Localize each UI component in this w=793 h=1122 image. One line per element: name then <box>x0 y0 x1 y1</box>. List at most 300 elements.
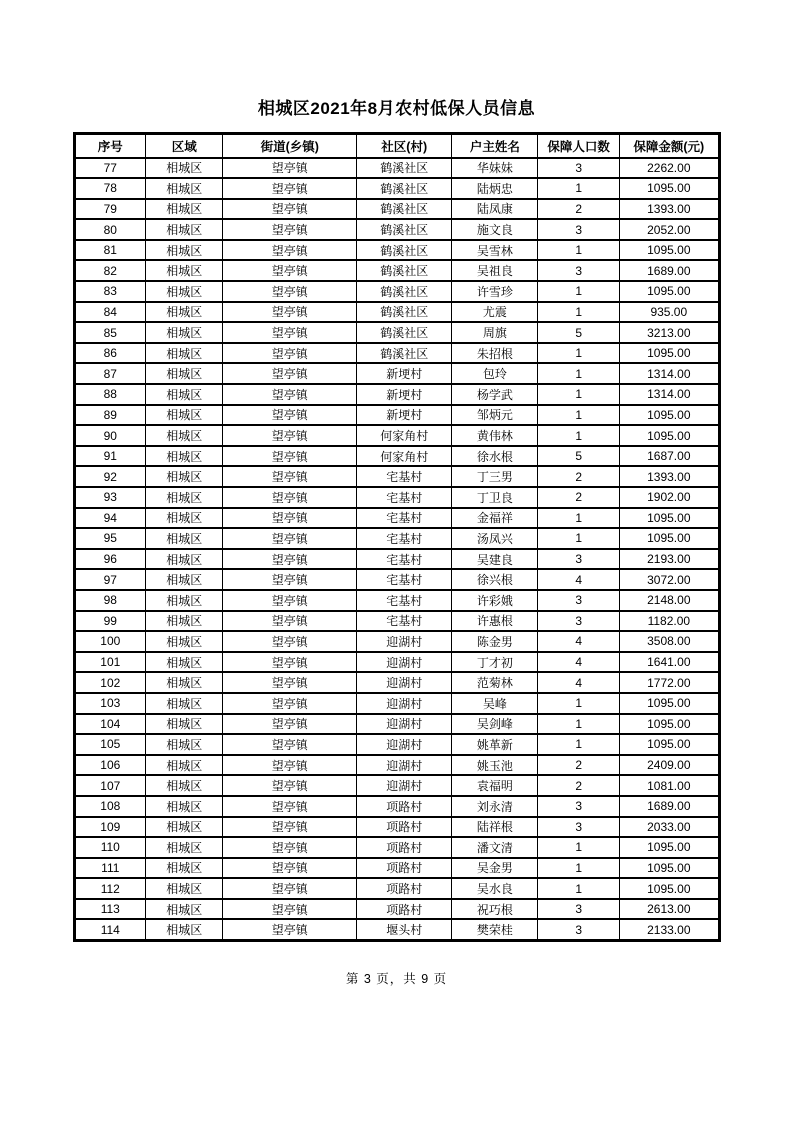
table-cell: 鹤溪社区 <box>356 302 451 323</box>
table-cell: 1095.00 <box>620 878 719 899</box>
table-cell: 1095.00 <box>620 281 719 302</box>
table-cell: 望亭镇 <box>223 322 357 343</box>
table-cell: 1689.00 <box>620 796 719 817</box>
table-cell: 鹤溪社区 <box>356 158 451 179</box>
table-row <box>74 837 719 858</box>
table-cell: 1081.00 <box>620 775 719 796</box>
table-row <box>74 858 719 879</box>
table-cell: 相城区 <box>146 631 223 652</box>
table-cell: 樊荣桂 <box>452 919 538 940</box>
table-cell: 姚玉池 <box>452 755 538 776</box>
table-cell: 项路村 <box>356 837 451 858</box>
header-region: 区域 <box>146 134 223 158</box>
table-cell: 望亭镇 <box>223 302 357 323</box>
table-cell: 106 <box>74 755 146 776</box>
table-cell: 望亭镇 <box>223 611 357 632</box>
table-cell: 2 <box>538 487 620 508</box>
table-cell: 88 <box>74 384 146 405</box>
table-cell: 2 <box>538 466 620 487</box>
table-row <box>74 199 719 220</box>
table-cell: 望亭镇 <box>223 817 357 838</box>
table-cell: 陆凤康 <box>452 199 538 220</box>
table-cell: 宅基村 <box>356 590 451 611</box>
header-amount-yuan: 保障金额(元) <box>620 134 719 158</box>
table-cell: 105 <box>74 734 146 755</box>
table-cell: 宅基村 <box>356 569 451 590</box>
table-cell: 迎湖村 <box>356 652 451 673</box>
table-cell: 宅基村 <box>356 487 451 508</box>
header-householder-name: 户主姓名 <box>452 134 538 158</box>
table-cell: 96 <box>74 549 146 570</box>
table-cell: 3 <box>538 158 620 179</box>
table-cell: 2052.00 <box>620 219 719 240</box>
table-cell: 3072.00 <box>620 569 719 590</box>
table-cell: 109 <box>74 817 146 838</box>
table-cell: 相城区 <box>146 487 223 508</box>
table-cell: 望亭镇 <box>223 219 357 240</box>
table-cell: 3 <box>538 611 620 632</box>
table-cell: 吴雪林 <box>452 240 538 261</box>
table-cell: 相城区 <box>146 775 223 796</box>
table-cell: 祝巧根 <box>452 899 538 920</box>
table-cell: 77 <box>74 158 146 179</box>
table-body <box>74 158 719 941</box>
table-cell: 吴水良 <box>452 878 538 899</box>
table-cell: 望亭镇 <box>223 240 357 261</box>
table-cell: 1393.00 <box>620 466 719 487</box>
table-cell: 相城区 <box>146 755 223 776</box>
header-covered-population: 保障人口数 <box>538 134 620 158</box>
table-cell: 101 <box>74 652 146 673</box>
table-cell: 望亭镇 <box>223 672 357 693</box>
table-row <box>74 446 719 467</box>
table-cell: 望亭镇 <box>223 178 357 199</box>
table-cell: 吴祖良 <box>452 260 538 281</box>
table-row <box>74 549 719 570</box>
table-cell: 望亭镇 <box>223 384 357 405</box>
table-cell: 望亭镇 <box>223 487 357 508</box>
table-row <box>74 178 719 199</box>
table-cell: 相城区 <box>146 508 223 529</box>
table-cell: 相城区 <box>146 363 223 384</box>
table-cell: 姚革新 <box>452 734 538 755</box>
table-cell: 望亭镇 <box>223 425 357 446</box>
table-cell: 1 <box>538 363 620 384</box>
table-cell: 3 <box>538 919 620 940</box>
table-cell: 1 <box>538 714 620 735</box>
table-cell: 1 <box>538 508 620 529</box>
table-cell: 1095.00 <box>620 734 719 755</box>
table-cell: 相城区 <box>146 569 223 590</box>
table-row <box>74 652 719 673</box>
table-cell: 1095.00 <box>620 240 719 261</box>
table-cell: 1393.00 <box>620 199 719 220</box>
table-cell: 1 <box>538 837 620 858</box>
table-cell: 1772.00 <box>620 672 719 693</box>
table-cell: 望亭镇 <box>223 466 357 487</box>
table-cell: 华妹妹 <box>452 158 538 179</box>
table-cell: 1 <box>538 343 620 364</box>
table-cell: 望亭镇 <box>223 858 357 879</box>
table-cell: 1 <box>538 281 620 302</box>
table-cell: 78 <box>74 178 146 199</box>
table-row <box>74 508 719 529</box>
table-cell: 3 <box>538 817 620 838</box>
table-cell: 潘文清 <box>452 837 538 858</box>
table-cell: 新埂村 <box>356 384 451 405</box>
table-cell: 项路村 <box>356 817 451 838</box>
table-cell: 1095.00 <box>620 425 719 446</box>
table-row <box>74 158 719 179</box>
table-row <box>74 611 719 632</box>
table-cell: 望亭镇 <box>223 590 357 611</box>
table-cell: 95 <box>74 528 146 549</box>
table-cell: 相城区 <box>146 714 223 735</box>
table-row <box>74 899 719 920</box>
table-cell: 93 <box>74 487 146 508</box>
table-cell: 4 <box>538 672 620 693</box>
table-cell: 1182.00 <box>620 611 719 632</box>
table-cell: 望亭镇 <box>223 631 357 652</box>
table-cell: 114 <box>74 919 146 940</box>
table-cell: 望亭镇 <box>223 919 357 940</box>
table-cell: 相城区 <box>146 734 223 755</box>
table-cell: 望亭镇 <box>223 281 357 302</box>
table-cell: 相城区 <box>146 343 223 364</box>
table-cell: 迎湖村 <box>356 734 451 755</box>
table-cell: 108 <box>74 796 146 817</box>
table-cell: 相城区 <box>146 302 223 323</box>
table-header-row <box>74 134 719 158</box>
table-cell: 3 <box>538 590 620 611</box>
table-cell: 陆炳忠 <box>452 178 538 199</box>
table-cell: 包玲 <box>452 363 538 384</box>
table-cell: 4 <box>538 652 620 673</box>
table-cell: 徐水根 <box>452 446 538 467</box>
table-cell: 望亭镇 <box>223 878 357 899</box>
table-cell: 吴建良 <box>452 549 538 570</box>
table-cell: 何家角村 <box>356 425 451 446</box>
table-cell: 5 <box>538 446 620 467</box>
table-cell: 3 <box>538 260 620 281</box>
table-cell: 望亭镇 <box>223 446 357 467</box>
table-cell: 许惠根 <box>452 611 538 632</box>
table-cell: 100 <box>74 631 146 652</box>
table-cell: 79 <box>74 199 146 220</box>
table-cell: 望亭镇 <box>223 405 357 426</box>
table-cell: 3 <box>538 219 620 240</box>
table-cell: 2133.00 <box>620 919 719 940</box>
header-serial-number: 序号 <box>74 134 146 158</box>
page-number-footer: 第 3 页，共 9 页 <box>345 971 448 986</box>
table-cell: 1 <box>538 405 620 426</box>
page-title: 相城区2021年8月农村低保人员信息 <box>257 99 536 118</box>
table-cell: 1689.00 <box>620 260 719 281</box>
table-row <box>74 734 719 755</box>
table-row <box>74 569 719 590</box>
table-row <box>74 322 719 343</box>
table-row <box>74 487 719 508</box>
table-cell: 99 <box>74 611 146 632</box>
table-row <box>74 693 719 714</box>
table-cell: 85 <box>74 322 146 343</box>
table-cell: 金福祥 <box>452 508 538 529</box>
table-row <box>74 528 719 549</box>
table-row <box>74 590 719 611</box>
table-cell: 望亭镇 <box>223 549 357 570</box>
table-cell: 1314.00 <box>620 363 719 384</box>
table-cell: 项路村 <box>356 899 451 920</box>
table-cell: 相城区 <box>146 672 223 693</box>
table-cell: 相城区 <box>146 899 223 920</box>
table-cell: 80 <box>74 219 146 240</box>
table-cell: 相城区 <box>146 405 223 426</box>
table-cell: 望亭镇 <box>223 755 357 776</box>
table-cell: 3213.00 <box>620 322 719 343</box>
table-cell: 项路村 <box>356 878 451 899</box>
table-cell: 相城区 <box>146 837 223 858</box>
table-cell: 相城区 <box>146 322 223 343</box>
table-cell: 望亭镇 <box>223 734 357 755</box>
table-cell: 黄伟林 <box>452 425 538 446</box>
table-row <box>74 405 719 426</box>
table-cell: 宅基村 <box>356 466 451 487</box>
table-cell: 相城区 <box>146 528 223 549</box>
table-cell: 丁卫良 <box>452 487 538 508</box>
table-cell: 110 <box>74 837 146 858</box>
table-cell: 1641.00 <box>620 652 719 673</box>
table-row <box>74 817 719 838</box>
table-cell: 1687.00 <box>620 446 719 467</box>
table-cell: 82 <box>74 260 146 281</box>
table-cell: 范菊林 <box>452 672 538 693</box>
table-cell: 汤凤兴 <box>452 528 538 549</box>
table-row <box>74 219 719 240</box>
table-cell: 鹤溪社区 <box>356 240 451 261</box>
table-cell: 堰头村 <box>356 919 451 940</box>
table-row <box>74 631 719 652</box>
table-cell: 相城区 <box>146 199 223 220</box>
table-cell: 相城区 <box>146 158 223 179</box>
table-cell: 3 <box>538 796 620 817</box>
table-cell: 1 <box>538 240 620 261</box>
table-cell: 迎湖村 <box>356 631 451 652</box>
table-cell: 望亭镇 <box>223 343 357 364</box>
table-cell: 1095.00 <box>620 528 719 549</box>
table-cell: 相城区 <box>146 384 223 405</box>
table-row <box>74 302 719 323</box>
table-cell: 1 <box>538 878 620 899</box>
table-row <box>74 281 719 302</box>
table-cell: 许彩娥 <box>452 590 538 611</box>
table-cell: 2 <box>538 199 620 220</box>
table-cell: 迎湖村 <box>356 672 451 693</box>
table-cell: 98 <box>74 590 146 611</box>
table-cell: 宅基村 <box>356 549 451 570</box>
table-cell: 迎湖村 <box>356 714 451 735</box>
table-cell: 3 <box>538 549 620 570</box>
table-row <box>74 384 719 405</box>
table-cell: 迎湖村 <box>356 755 451 776</box>
table-cell: 1 <box>538 693 620 714</box>
table-cell: 相城区 <box>146 549 223 570</box>
table-row <box>74 775 719 796</box>
table-cell: 丁才初 <box>452 652 538 673</box>
table-cell: 113 <box>74 899 146 920</box>
table-cell: 周旗 <box>452 322 538 343</box>
table-cell: 望亭镇 <box>223 363 357 384</box>
table-cell: 鹤溪社区 <box>356 281 451 302</box>
table-cell: 许雪珍 <box>452 281 538 302</box>
table-cell: 1095.00 <box>620 508 719 529</box>
table-row <box>74 343 719 364</box>
table-cell: 90 <box>74 425 146 446</box>
table-cell: 1095.00 <box>620 714 719 735</box>
table-row <box>74 878 719 899</box>
table-cell: 望亭镇 <box>223 796 357 817</box>
table-cell: 5 <box>538 322 620 343</box>
table-cell: 94 <box>74 508 146 529</box>
table-cell: 迎湖村 <box>356 775 451 796</box>
table-cell: 相城区 <box>146 590 223 611</box>
table-row <box>74 755 719 776</box>
table-cell: 新埂村 <box>356 363 451 384</box>
table-cell: 92 <box>74 466 146 487</box>
table-cell: 2148.00 <box>620 590 719 611</box>
table-cell: 相城区 <box>146 178 223 199</box>
table-cell: 1 <box>538 858 620 879</box>
table-cell: 104 <box>74 714 146 735</box>
table-cell: 相城区 <box>146 878 223 899</box>
table-cell: 1 <box>538 734 620 755</box>
table-cell: 2193.00 <box>620 549 719 570</box>
table-cell: 935.00 <box>620 302 719 323</box>
table-cell: 杨学武 <box>452 384 538 405</box>
table-cell: 97 <box>74 569 146 590</box>
table-cell: 1095.00 <box>620 837 719 858</box>
table-cell: 107 <box>74 775 146 796</box>
table-cell: 相城区 <box>146 219 223 240</box>
table-cell: 望亭镇 <box>223 693 357 714</box>
table-cell: 111 <box>74 858 146 879</box>
table-cell: 相城区 <box>146 796 223 817</box>
table-cell: 4 <box>538 631 620 652</box>
table-cell: 尤震 <box>452 302 538 323</box>
table-cell: 1 <box>538 384 620 405</box>
table-container <box>73 132 721 942</box>
table-cell: 鹤溪社区 <box>356 219 451 240</box>
table-cell: 1 <box>538 528 620 549</box>
table-row <box>74 363 719 384</box>
table-cell: 何家角村 <box>356 446 451 467</box>
table-cell: 朱招根 <box>452 343 538 364</box>
table-cell: 吴峰 <box>452 693 538 714</box>
table-cell: 宅基村 <box>356 528 451 549</box>
table-cell: 1 <box>538 178 620 199</box>
table-cell: 2033.00 <box>620 817 719 838</box>
table-cell: 施文良 <box>452 219 538 240</box>
table-cell: 望亭镇 <box>223 158 357 179</box>
welfare-table <box>73 132 721 942</box>
table-cell: 望亭镇 <box>223 528 357 549</box>
table-cell: 2613.00 <box>620 899 719 920</box>
table-row <box>74 714 719 735</box>
table-cell: 89 <box>74 405 146 426</box>
table-cell: 102 <box>74 672 146 693</box>
table-cell: 相城区 <box>146 466 223 487</box>
table-cell: 83 <box>74 281 146 302</box>
table-cell: 1095.00 <box>620 178 719 199</box>
table-cell: 相城区 <box>146 425 223 446</box>
table-cell: 相城区 <box>146 446 223 467</box>
table-cell: 新埂村 <box>356 405 451 426</box>
table-cell: 邹炳元 <box>452 405 538 426</box>
table-cell: 87 <box>74 363 146 384</box>
table-cell: 袁福明 <box>452 775 538 796</box>
header-street-township: 街道(乡镇) <box>223 134 357 158</box>
table-cell: 1095.00 <box>620 343 719 364</box>
table-cell: 望亭镇 <box>223 899 357 920</box>
table-cell: 相城区 <box>146 281 223 302</box>
table-cell: 3 <box>538 899 620 920</box>
table-cell: 1095.00 <box>620 858 719 879</box>
table-cell: 陈金男 <box>452 631 538 652</box>
table-cell: 1095.00 <box>620 405 719 426</box>
table-cell: 112 <box>74 878 146 899</box>
table-cell: 1 <box>538 302 620 323</box>
table-row <box>74 240 719 261</box>
table-cell: 相城区 <box>146 240 223 261</box>
table-cell: 望亭镇 <box>223 714 357 735</box>
table-header <box>74 134 719 158</box>
table-cell: 1 <box>538 425 620 446</box>
table-row <box>74 260 719 281</box>
table-cell: 鹤溪社区 <box>356 322 451 343</box>
table-cell: 望亭镇 <box>223 260 357 281</box>
table-cell: 鹤溪社区 <box>356 343 451 364</box>
table-cell: 1902.00 <box>620 487 719 508</box>
table-cell: 望亭镇 <box>223 569 357 590</box>
table-row <box>74 919 719 940</box>
table-cell: 吴剑峰 <box>452 714 538 735</box>
table-cell: 2409.00 <box>620 755 719 776</box>
table-cell: 陆祥根 <box>452 817 538 838</box>
table-row <box>74 796 719 817</box>
table-cell: 91 <box>74 446 146 467</box>
table-cell: 迎湖村 <box>356 693 451 714</box>
table-cell: 鹤溪社区 <box>356 178 451 199</box>
table-cell: 项路村 <box>356 796 451 817</box>
table-cell: 丁三男 <box>452 466 538 487</box>
table-cell: 2262.00 <box>620 158 719 179</box>
table-cell: 望亭镇 <box>223 652 357 673</box>
table-cell: 徐兴根 <box>452 569 538 590</box>
table-cell: 相城区 <box>146 260 223 281</box>
table-cell: 2 <box>538 775 620 796</box>
table-cell: 1095.00 <box>620 693 719 714</box>
table-cell: 刘永清 <box>452 796 538 817</box>
table-cell: 相城区 <box>146 611 223 632</box>
table-cell: 宅基村 <box>356 508 451 529</box>
table-cell: 相城区 <box>146 919 223 940</box>
table-cell: 吴金男 <box>452 858 538 879</box>
table-cell: 相城区 <box>146 652 223 673</box>
header-community-village: 社区(村) <box>356 134 451 158</box>
table-cell: 相城区 <box>146 858 223 879</box>
table-row <box>74 425 719 446</box>
table-cell: 项路村 <box>356 858 451 879</box>
table-cell: 宅基村 <box>356 611 451 632</box>
